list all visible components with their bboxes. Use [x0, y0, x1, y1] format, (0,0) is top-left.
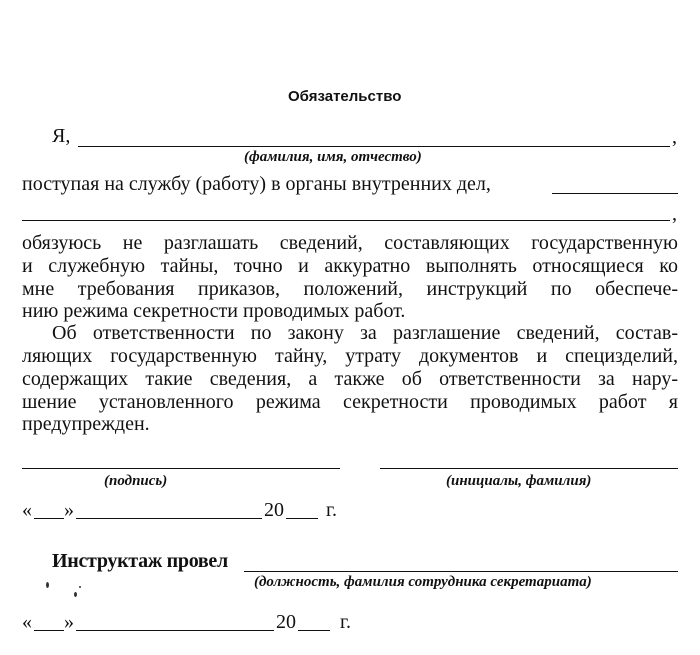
paragraph1-line: обязуюсь не разглашать сведений, составляющих государственную [22, 232, 678, 254]
service-comma: , [672, 203, 677, 225]
paragraph1-line: и служебную тайны, точно и аккуратно выполнять относящиеся ко [22, 255, 678, 277]
instructor-caption: (должность, фамилия сотрудника секретариата) [254, 574, 592, 590]
paragraph1-line: мне требования приказов, положений, инструкций по обеспече- [22, 278, 678, 300]
date2-open-quote: « [22, 611, 32, 633]
signature-caption: (подпись) [104, 473, 168, 489]
date2-year-prefix: 20 [276, 611, 296, 633]
scan-speck [46, 582, 49, 588]
instruction-label: Инструктаж провел [52, 550, 228, 572]
fio-blank-line[interactable] [78, 146, 670, 147]
paragraph2-line: содержащих такие сведения, а также об ответственности за нару- [22, 368, 678, 390]
initials-blank-line[interactable] [380, 468, 678, 469]
paragraph2-line: ляющих государственную тайну, утрату документов и специзделий, [22, 345, 678, 367]
date2-close-quote: » [64, 611, 74, 633]
fio-comma: , [672, 126, 677, 148]
ya-label: Я, [52, 125, 71, 147]
paragraph2-line: Об ответственности по закону за разглашение сведений, состав- [52, 322, 678, 344]
service-blank-line-1[interactable] [552, 193, 678, 194]
date2-year-suffix: г. [340, 611, 351, 633]
date2-year-blank[interactable] [298, 630, 330, 631]
date-year-prefix: 20 [264, 499, 284, 521]
service-blank-line-2[interactable] [22, 220, 670, 221]
signature-blank-line[interactable] [22, 468, 340, 469]
date-close-quote: » [64, 499, 74, 521]
date-month-blank[interactable] [76, 518, 262, 519]
paragraph2-line: предупрежден. [22, 413, 150, 435]
date-year-blank[interactable] [286, 518, 318, 519]
date-year-suffix: г. [326, 499, 337, 521]
fio-caption: (фамилия, имя, отчество) [244, 149, 422, 165]
document-title: Обязательство [288, 88, 402, 105]
date2-day-blank[interactable] [34, 630, 64, 631]
date-day-blank[interactable] [34, 518, 64, 519]
scan-speck [74, 592, 77, 597]
date2-month-blank[interactable] [76, 630, 274, 631]
paragraph2-line: шение установленного режима секретности проводимых работ я [22, 391, 678, 413]
initials-caption: (инициалы, фамилия) [446, 473, 592, 489]
service-line-text: поступая на службу (работу) в органы внутренних дел, [22, 173, 491, 195]
scan-speck [79, 586, 81, 588]
date-open-quote: « [22, 499, 32, 521]
instructor-blank-line[interactable] [244, 571, 678, 572]
paragraph1-line: нию режима секретности проводимых работ. [22, 300, 406, 322]
